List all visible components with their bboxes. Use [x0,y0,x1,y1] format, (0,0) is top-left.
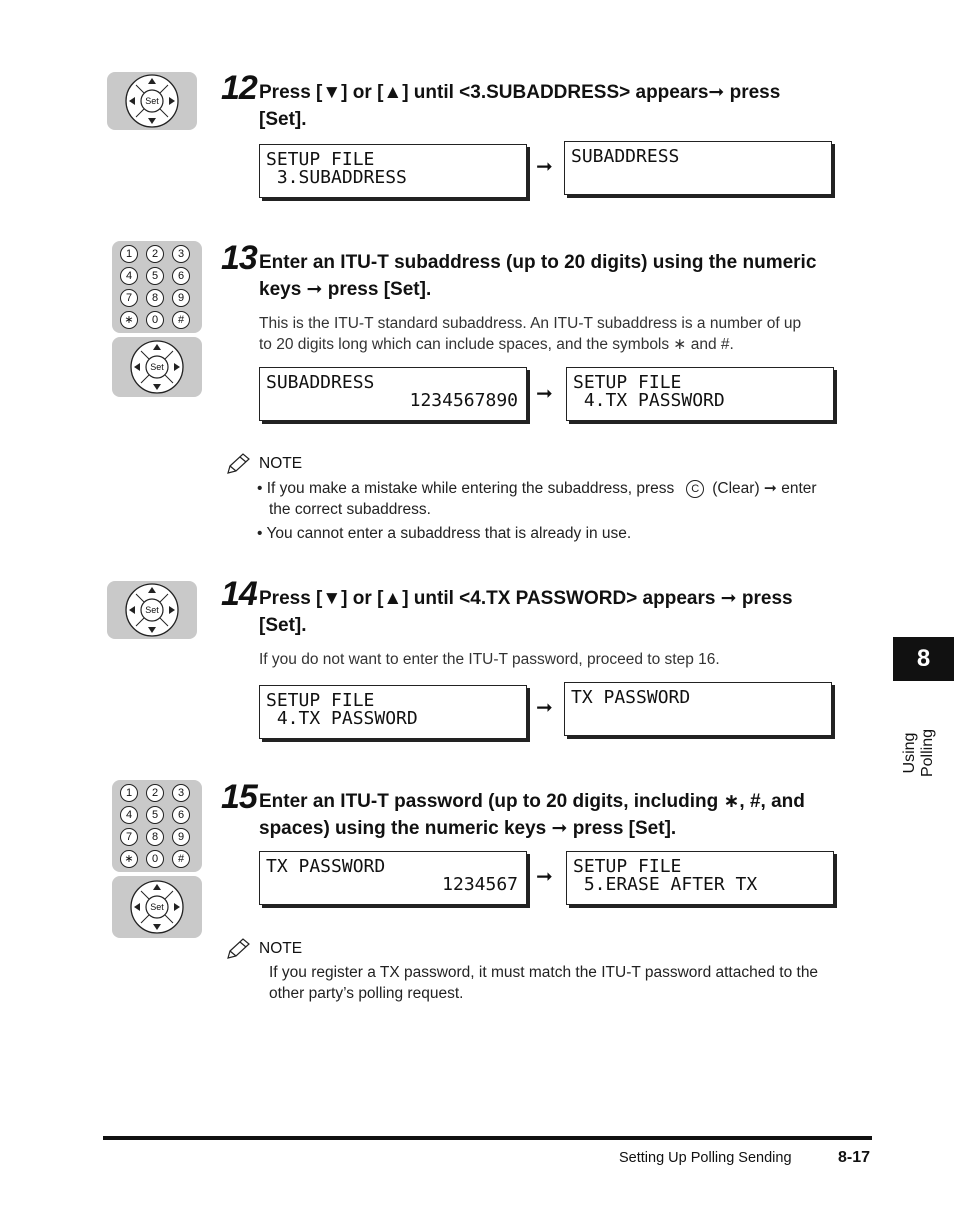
numeric-keys [120,784,200,868]
numeric-keypad-graphic [112,780,202,872]
step-12-number: 12 [221,69,257,107]
note-text: • If you make a mistake while entering the subaddress, press C (Clear) ➞ enter the correct subaddress. • You cannot enter a subaddress that is already in use. [257,480,817,542]
page-number: 8-17 [838,1149,871,1166]
key-4: 4 [120,267,138,285]
step-14-number: 14 [221,575,257,613]
key-9: 9 [172,828,190,846]
key-0: 0 [146,850,164,868]
key-3: 3 [172,245,190,263]
key-8: 8 [146,289,164,307]
step-14-heading: Press [▼] or [▲] until <4.TX PASSWORD> appears ➞ press [Set]. [259,588,793,636]
key-hash: # [172,850,190,868]
lcd-display-before: TX PASSWORD 1234567 [259,851,527,905]
key-7: 7 [120,289,138,307]
nav-keypad-graphic [107,72,197,130]
chapter-title: Using Polling [901,728,936,778]
set-navigation-keys [129,339,185,395]
set-navigation-keys [124,73,180,129]
lcd-display-before: SUBADDRESS 1234567890 [259,367,527,421]
note-label: NOTE [259,455,303,472]
key-star: ∗ [120,850,138,868]
key-6: 6 [172,806,190,824]
set-navigation-keys [124,582,180,638]
pencil-icon [225,452,251,476]
key-6: 6 [172,267,190,285]
arrow-icon: ➞ [536,383,553,405]
svg-text:Set: Set [145,605,159,615]
step-13-heading: Enter an ITU-T subaddress (up to 20 digits) using the numeric keys ➞ press [Set]. [259,252,817,300]
note-label: NOTE [259,940,303,957]
nav-keypad-graphic [112,337,202,397]
key-9: 9 [172,289,190,307]
key-2: 2 [146,245,164,263]
footer-divider [103,1136,872,1140]
step-12-heading: Press [▼] or [▲] until <3.SUBADDRESS> appears➞ press [Set]. [259,82,781,130]
step-13-number: 13 [221,239,257,277]
nav-keypad-graphic [112,876,202,938]
set-navigation-keys [129,879,185,935]
key-8: 8 [146,828,164,846]
arrow-icon: ➞ [536,866,553,888]
key-0: 0 [146,311,164,329]
nav-keypad-graphic [107,581,197,639]
key-2: 2 [146,784,164,802]
svg-text:Set: Set [150,902,164,912]
pencil-icon [225,937,251,961]
key-3: 3 [172,784,190,802]
key-7: 7 [120,828,138,846]
key-1: 1 [120,245,138,263]
svg-text:Set: Set [150,362,164,372]
key-star: ∗ [120,311,138,329]
key-5: 5 [146,267,164,285]
lcd-display-after: SETUP FILE 4.TX PASSWORD [566,367,834,421]
step-15-heading: Enter an ITU-T password (up to 20 digits, including ∗, #, and spaces) using the numeric keys ➞ press [Set]. [259,791,805,839]
lcd-display-before: SETUP FILE 3.SUBADDRESS [259,144,527,198]
arrow-icon: ➞ [536,697,553,719]
key-hash: # [172,311,190,329]
note-text: If you register a TX password, it must match the ITU-T password attached to the other party’s polling request. [269,964,819,1002]
clear-key-icon: C [686,480,704,498]
footer-section-title: Setting Up Polling Sending [619,1150,792,1166]
key-4: 4 [120,806,138,824]
svg-text:Set: Set [145,96,159,106]
step-13-description: This is the ITU-T standard subaddress. An ITU-T subaddress is a number of up to 20 digits long which can include spaces, and the symbols ∗ and #. [259,315,802,353]
chapter-tab: 8 [893,637,954,681]
key-5: 5 [146,806,164,824]
arrow-icon: ➞ [536,156,553,178]
numeric-keys [120,245,200,329]
step-14-description: If you do not want to enter the ITU-T password, proceed to step 16. [259,651,720,668]
lcd-display-after: SETUP FILE 5.ERASE AFTER TX [566,851,834,905]
lcd-display-after: TX PASSWORD [564,682,832,736]
step-15-number: 15 [221,778,257,816]
lcd-display-before: SETUP FILE 4.TX PASSWORD [259,685,527,739]
numeric-keypad-graphic [112,241,202,333]
key-1: 1 [120,784,138,802]
lcd-display-after: SUBADDRESS [564,141,832,195]
